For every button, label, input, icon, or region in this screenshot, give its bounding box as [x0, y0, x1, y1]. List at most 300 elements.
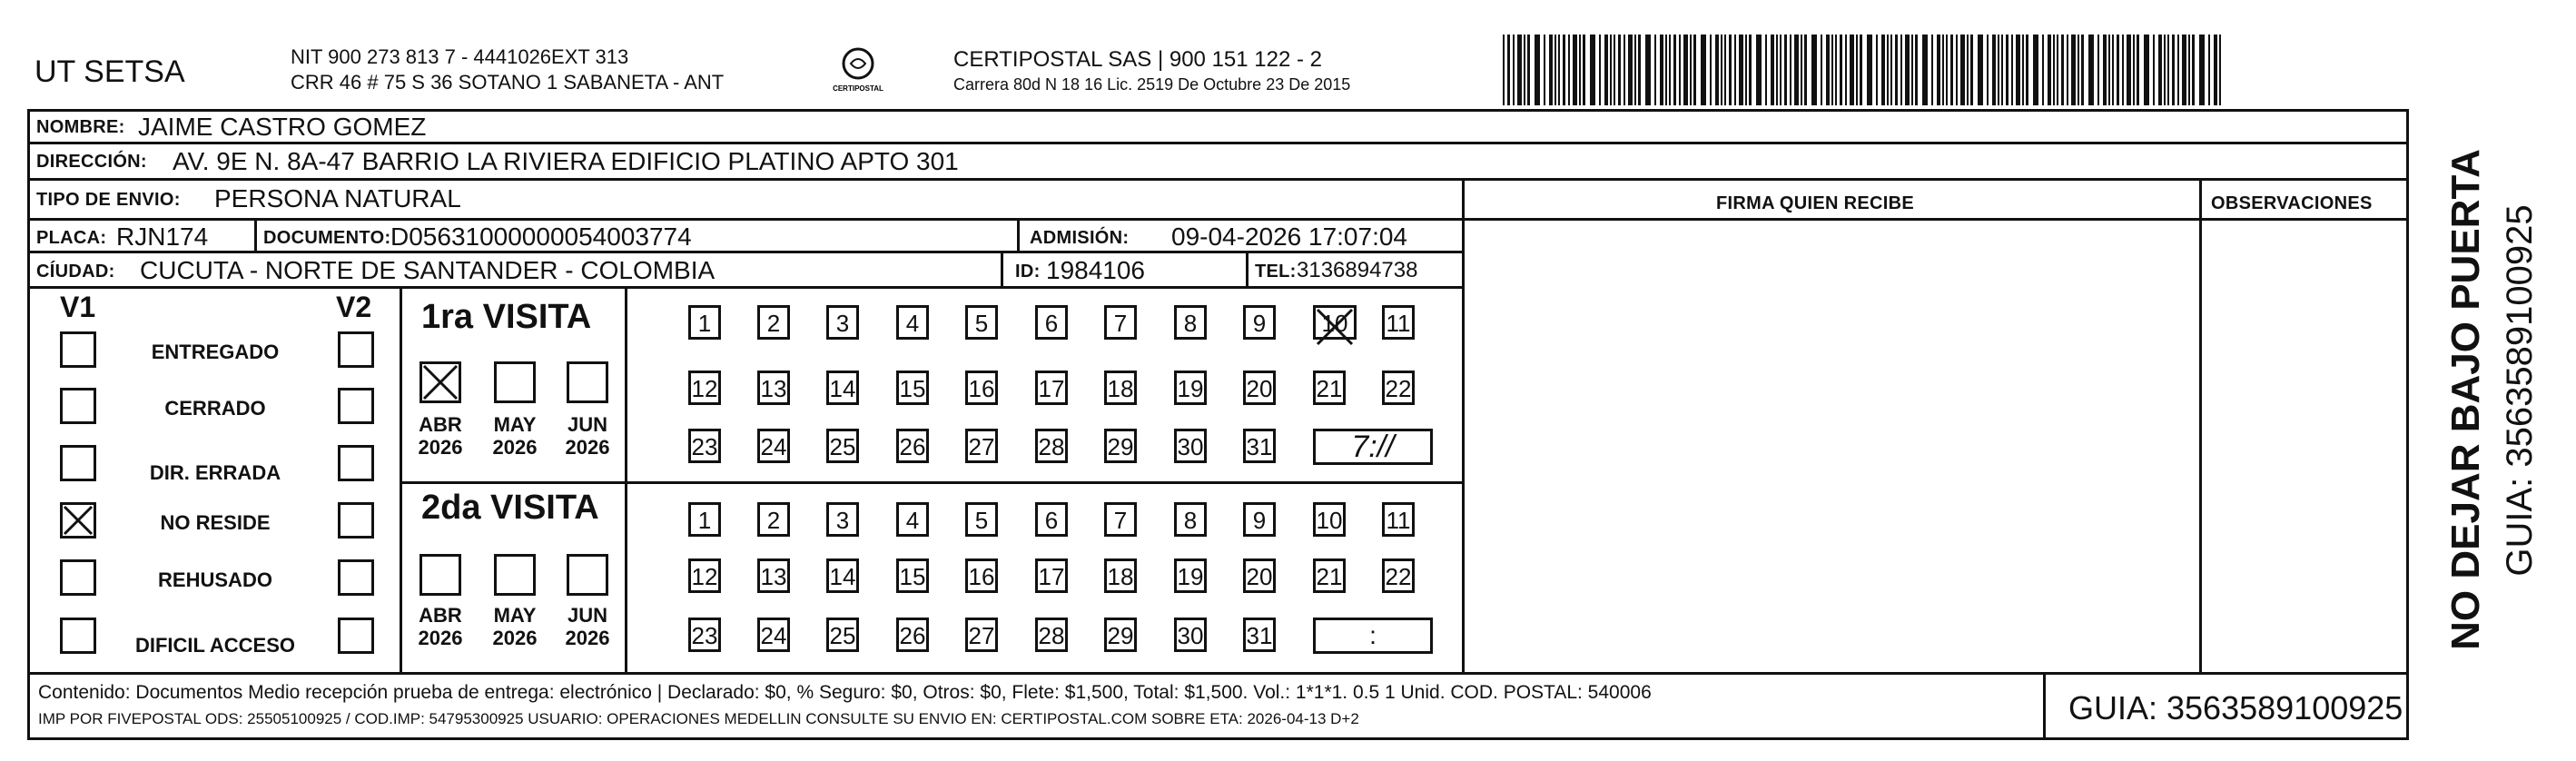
day-box[interactable]	[896, 371, 929, 405]
barcode-bar	[1881, 35, 1885, 105]
day-number: 30	[1177, 622, 1204, 649]
month-year: 2026	[565, 627, 610, 650]
barcode-bar	[2208, 35, 2210, 105]
day-box[interactable]	[965, 305, 998, 340]
day-box[interactable]	[1382, 371, 1415, 405]
day-number: 7	[1113, 310, 1128, 337]
rule	[27, 178, 2408, 181]
month-checkbox[interactable]	[419, 554, 461, 596]
day-number: 5	[974, 507, 989, 534]
day-number: 10	[1316, 507, 1343, 534]
barcode-bar	[1749, 35, 1752, 105]
barcode-bar	[1831, 35, 1833, 105]
barcode-bar	[1673, 35, 1676, 105]
day-number: 21	[1316, 563, 1343, 590]
barcode-bar	[2057, 35, 2058, 105]
barcode-bar	[2112, 35, 2114, 105]
month-checkbox[interactable]	[419, 361, 461, 403]
barcode-bar	[2042, 35, 2044, 105]
day-number: 24	[760, 622, 787, 649]
barcode-bar	[1978, 35, 1983, 105]
v2-checkbox[interactable]	[338, 618, 374, 654]
day-box[interactable]	[1243, 305, 1276, 340]
day-box[interactable]	[1243, 558, 1276, 593]
barcode-bar	[2061, 35, 2064, 105]
barcode-bar	[1915, 35, 1918, 105]
day-number: 28	[1038, 622, 1065, 649]
barcode-bar	[1513, 35, 1515, 105]
rule	[27, 109, 30, 740]
barcode-bar	[1987, 35, 1989, 105]
time-value: 7://	[1351, 430, 1395, 464]
day-number: 13	[760, 375, 787, 402]
barcode-bar	[2108, 35, 2110, 105]
barcode-bar	[1771, 35, 1774, 105]
day-box[interactable]	[826, 502, 859, 537]
day-box[interactable]	[688, 305, 721, 340]
rule	[27, 737, 2408, 740]
rule	[2199, 178, 2202, 675]
rule	[400, 481, 1464, 484]
barcode-bar	[1905, 35, 1910, 105]
day-box[interactable]	[688, 502, 721, 537]
month-name: MAY	[493, 604, 537, 627]
day-box[interactable]	[1174, 618, 1207, 652]
barcode-bar	[1856, 35, 1858, 105]
day-box[interactable]	[757, 558, 790, 593]
barcode-bar	[1568, 35, 1570, 105]
barcode-bar	[1583, 35, 1585, 105]
day-number: 10	[1321, 310, 1348, 337]
day-box[interactable]	[1035, 371, 1068, 405]
barcode-bar	[2172, 35, 2175, 105]
rule	[625, 286, 627, 675]
day-number: 6	[1044, 507, 1059, 534]
barcode-bar	[2078, 35, 2079, 105]
barcode-bar	[1590, 35, 1595, 105]
day-box[interactable]	[1174, 371, 1207, 405]
v2-checkbox[interactable]	[338, 502, 374, 539]
day-number: 29	[1107, 622, 1134, 649]
day-box[interactable]	[1174, 429, 1207, 463]
day-number: 5	[974, 310, 989, 337]
day-number: 8	[1183, 310, 1198, 337]
v2-checkbox[interactable]	[338, 331, 374, 368]
day-number: 26	[899, 433, 926, 460]
barcode-bar	[1669, 35, 1671, 105]
v2-checkbox[interactable]	[338, 388, 374, 424]
day-box[interactable]	[826, 371, 859, 405]
barcode-bar	[1628, 35, 1633, 105]
barcode-bar	[2011, 35, 2013, 105]
barcode-bar	[1517, 35, 1522, 105]
barcode-bar	[2133, 35, 2135, 105]
day-number: 9	[1252, 507, 1267, 534]
barcode-bar	[1527, 35, 1530, 105]
barcode-bar	[1624, 35, 1625, 105]
barcode-bar	[1967, 35, 1969, 105]
barcode-bar	[1610, 35, 1612, 105]
rule	[27, 142, 2408, 144]
month-name: MAY	[493, 413, 537, 436]
barcode-bar	[2026, 35, 2028, 105]
nombre-label: NOMBRE:	[36, 117, 125, 137]
barcode-bar	[1835, 35, 1837, 105]
day-box[interactable]	[826, 618, 859, 652]
day-box[interactable]	[1313, 502, 1346, 537]
day-box[interactable]	[826, 305, 859, 340]
day-number: 3	[835, 507, 850, 534]
barcode-bar	[1765, 35, 1767, 105]
rule	[1001, 251, 1003, 287]
month-label	[488, 413, 542, 460]
barcode-bar	[1638, 35, 1641, 105]
barcode-bar	[1693, 35, 1696, 105]
day-box[interactable]	[965, 618, 998, 652]
day-number: 23	[691, 622, 718, 649]
day-box[interactable]	[757, 429, 790, 463]
visit1-title: 1ra VISITA	[421, 298, 592, 336]
barcode-bar	[1821, 35, 1822, 105]
barcode-bar	[1998, 35, 1999, 105]
day-box[interactable]	[688, 558, 721, 593]
month-checkbox[interactable]	[494, 554, 536, 596]
month-name: ABR	[419, 604, 462, 627]
time-box[interactable]	[1313, 618, 1433, 654]
barcode-bar	[2158, 35, 2162, 105]
day-box[interactable]	[1104, 502, 1137, 537]
barcode-bar	[1931, 35, 1933, 105]
day-box[interactable]	[1035, 429, 1068, 463]
barcode-bar	[1794, 35, 1799, 105]
direccion-value: AV. 9E N. 8A-47 BARRIO LA RIVIERA EDIFICIO PLATINO APTO 301	[173, 147, 959, 175]
placa-value: RJN174	[116, 222, 209, 251]
barcode-bar	[1634, 35, 1636, 105]
day-number: 6	[1044, 310, 1059, 337]
barcode-bar	[1679, 35, 1681, 105]
month-name: JUN	[567, 413, 607, 436]
barcode-bar	[2033, 35, 2038, 105]
barcode-bar	[2001, 35, 2003, 105]
day-box[interactable]	[688, 371, 721, 405]
observaciones-header: OBSERVACIONES	[2211, 193, 2373, 213]
day-number: 12	[691, 563, 718, 590]
barcode-bar	[1665, 35, 1667, 105]
day-box[interactable]	[826, 429, 859, 463]
barcode-icon	[1503, 35, 2225, 105]
day-box[interactable]	[896, 618, 929, 652]
day-number: 1	[697, 507, 712, 534]
rule	[27, 672, 2408, 675]
barcode-bar	[1507, 35, 1510, 105]
barcode-bar	[1850, 35, 1854, 105]
barcode-bar	[1721, 35, 1722, 105]
barcode-bar	[1780, 35, 1781, 105]
barcode-bar	[1734, 35, 1736, 105]
month-year: 2026	[418, 436, 463, 460]
rule	[400, 286, 402, 675]
day-number: 27	[968, 433, 995, 460]
footer-line2: IMP POR FIVEPOSTAL ODS: 25505100925 / COD.IMP: 54795300925 USUARIO: OPERACIONES MEDELLIN CONSULTE SU ENVIO EN: CERTIPOSTAL.COM SOBRE ETA: 2026-04-13 D+2	[38, 710, 1359, 727]
v2-checkbox[interactable]	[338, 559, 374, 596]
v1-checkbox[interactable]	[60, 618, 96, 654]
nit-line: NIT 900 273 813 7 - 4441026EXT 313	[291, 45, 629, 68]
day-box[interactable]	[1035, 558, 1068, 593]
footer-guia: GUIA: 3563589100925	[2068, 689, 2403, 726]
barcode-bar	[1618, 35, 1621, 105]
barcode-bar	[1956, 35, 1958, 105]
day-number: 14	[829, 563, 856, 590]
day-box[interactable]	[965, 502, 998, 537]
barcode-bar	[1660, 35, 1663, 105]
barcode-bar	[1683, 35, 1688, 105]
barcode-bar	[1549, 35, 1553, 105]
v1-checkbox[interactable]	[60, 445, 96, 481]
month-name: ABR	[419, 413, 462, 436]
certipostal-line2: Carrera 80d N 18 16 Lic. 2519 De Octubre 23 De 2015	[953, 75, 1351, 94]
status-label: DIFICIL ACCESO	[134, 634, 295, 657]
day-box[interactable]	[1174, 305, 1207, 340]
day-number: 8	[1183, 507, 1198, 534]
day-number: 12	[691, 375, 718, 402]
day-number: 14	[829, 375, 856, 402]
day-box[interactable]	[965, 558, 998, 593]
day-box[interactable]	[1104, 371, 1137, 405]
day-number: 31	[1246, 622, 1273, 649]
barcode-bar	[1554, 35, 1556, 105]
barcode-bar	[1563, 35, 1565, 105]
barcode-bar	[2067, 35, 2068, 105]
placa-label: PLACA:	[36, 228, 107, 248]
v1-checkbox[interactable]	[60, 331, 96, 368]
status-label: REHUSADO	[158, 568, 272, 591]
day-box[interactable]	[1104, 305, 1137, 340]
nombre-value: JAIME CASTRO GOMEZ	[138, 113, 427, 141]
rule	[1246, 251, 1249, 287]
day-number: 22	[1385, 375, 1412, 402]
barcode-bar	[1887, 35, 1889, 105]
barcode-bar	[2182, 35, 2186, 105]
day-number: 13	[760, 563, 787, 590]
rule	[27, 109, 2408, 112]
month-label	[560, 604, 615, 650]
day-number: 15	[899, 375, 926, 402]
v1-checkbox[interactable]	[60, 388, 96, 424]
v2-checkbox[interactable]	[338, 445, 374, 481]
barcode-bar	[1790, 35, 1791, 105]
barcode-bar	[2167, 35, 2169, 105]
day-box[interactable]	[757, 371, 790, 405]
barcode-bar	[1599, 35, 1601, 105]
day-box[interactable]	[1313, 371, 1346, 405]
day-number: 16	[968, 563, 995, 590]
day-box[interactable]	[896, 502, 929, 537]
barcode	[1503, 35, 2225, 105]
day-box[interactable]	[1243, 502, 1276, 537]
barcode-bar	[1960, 35, 1965, 105]
barcode-bar	[2088, 35, 2094, 105]
firma-header: FIRMA QUIEN RECIBE	[1716, 193, 1914, 213]
day-box[interactable]	[1382, 502, 1415, 537]
barcode-bar	[1840, 35, 1842, 105]
day-number: 4	[905, 310, 920, 337]
month-year: 2026	[418, 627, 463, 650]
day-number: 27	[968, 622, 995, 649]
day-box[interactable]	[1104, 558, 1137, 593]
day-number: 24	[760, 433, 787, 460]
time-box[interactable]	[1313, 429, 1433, 465]
month-year: 2026	[492, 436, 538, 460]
day-number: 7	[1113, 507, 1128, 534]
month-label	[488, 604, 542, 650]
day-box[interactable]	[896, 558, 929, 593]
documento-label: DOCUMENTO:	[263, 228, 391, 248]
day-box[interactable]	[965, 371, 998, 405]
v2-header: V2	[336, 291, 372, 323]
day-number: 9	[1252, 310, 1267, 337]
day-box[interactable]	[896, 429, 929, 463]
check-x-icon	[422, 364, 459, 400]
day-box[interactable]	[1104, 429, 1137, 463]
day-box[interactable]	[757, 502, 790, 537]
day-box[interactable]	[757, 618, 790, 652]
barcode-bar	[2199, 35, 2205, 105]
admision-label: ADMISIÓN:	[1030, 228, 1130, 248]
barcode-bar	[2081, 35, 2084, 105]
barcode-bar	[1604, 35, 1608, 105]
day-box[interactable]	[688, 429, 721, 463]
barcode-bar	[1654, 35, 1656, 105]
ciudad-label: CÍUDAD:	[36, 262, 115, 282]
day-box[interactable]	[1313, 305, 1357, 340]
barcode-bar	[2137, 35, 2139, 105]
barcode-bar	[2022, 35, 2024, 105]
month-checkbox[interactable]	[494, 361, 536, 403]
month-checkbox[interactable]	[567, 361, 608, 403]
logo-text: CERTIPOSTAL	[833, 84, 883, 93]
day-box[interactable]	[1174, 502, 1207, 537]
check-x-icon	[63, 505, 94, 536]
barcode-bar	[1826, 35, 1830, 105]
day-number: 25	[829, 433, 856, 460]
ciudad-value: CUCUTA - NORTE DE SANTANDER - COLOMBIA	[140, 256, 716, 284]
month-name: JUN	[567, 604, 607, 627]
tipo-label: TIPO DE ENVIO:	[36, 190, 181, 210]
barcode-bar	[1579, 35, 1581, 105]
barcode-bar	[1876, 35, 1878, 105]
status-label: CERRADO	[164, 397, 266, 420]
certipostal-logo	[831, 44, 885, 98]
day-box[interactable]	[896, 305, 929, 340]
day-number: 17	[1038, 375, 1065, 402]
barcode-bar	[1895, 35, 1898, 105]
day-number: 17	[1038, 563, 1065, 590]
barcode-bar	[2103, 35, 2107, 105]
day-box[interactable]	[1313, 558, 1346, 593]
rule	[27, 218, 2408, 221]
visit2-title: 2da VISITA	[421, 489, 599, 527]
barcode-bar	[2144, 35, 2149, 105]
barcode-bar	[1890, 35, 1892, 105]
barcode-bar	[1900, 35, 1902, 105]
day-box[interactable]	[1035, 618, 1068, 652]
barcode-bar	[1724, 35, 1726, 105]
day-number: 23	[691, 433, 718, 460]
day-number: 15	[899, 563, 926, 590]
day-number: 31	[1246, 433, 1273, 460]
day-box[interactable]	[1174, 558, 1207, 593]
day-number: 2	[766, 310, 781, 337]
barcode-bar	[1715, 35, 1719, 105]
side-guia: GUIA: 3563589100925	[2500, 204, 2540, 577]
day-number: 30	[1177, 433, 1204, 460]
logo-icon	[831, 44, 885, 98]
barcode-bar	[1860, 35, 1862, 105]
day-box[interactable]	[688, 618, 721, 652]
admision-value: 09-04-2026 17:07:04	[1171, 222, 1407, 251]
rule	[254, 218, 257, 252]
barcode-bar	[1503, 35, 1505, 105]
rule	[1462, 178, 1465, 675]
day-number: 20	[1246, 563, 1273, 590]
barcode-bar	[2117, 35, 2119, 105]
documento-value: D05631000000054003774	[390, 222, 692, 251]
barcode-bar	[1811, 35, 1817, 105]
barcode-bar	[1970, 35, 1973, 105]
day-number: 29	[1107, 433, 1134, 460]
barcode-bar	[1535, 35, 1540, 105]
day-box[interactable]	[1243, 371, 1276, 405]
day-number: 3	[835, 310, 850, 337]
day-box[interactable]	[1382, 305, 1415, 340]
day-box[interactable]	[1035, 305, 1068, 340]
day-box[interactable]	[1382, 558, 1415, 593]
day-number: 2	[766, 507, 781, 534]
tel-label: TEL:	[1255, 262, 1297, 282]
v1-checkbox[interactable]	[60, 559, 96, 596]
barcode-bar	[1739, 35, 1743, 105]
barcode-bar	[1745, 35, 1747, 105]
day-box[interactable]	[965, 429, 998, 463]
day-number: 28	[1038, 433, 1065, 460]
barcode-bar	[2097, 35, 2099, 105]
barcode-bar	[1710, 35, 1712, 105]
barcode-bar	[1544, 35, 1545, 105]
barcode-bar	[1804, 35, 1807, 105]
barcode-bar	[1690, 35, 1692, 105]
day-box[interactable]	[1104, 618, 1137, 652]
day-number: 26	[899, 622, 926, 649]
month-year: 2026	[492, 627, 538, 650]
barcode-bar	[2016, 35, 2020, 105]
day-box[interactable]	[826, 558, 859, 593]
month-checkbox[interactable]	[567, 554, 608, 596]
day-number: 22	[1385, 563, 1412, 590]
time-value: :	[1369, 621, 1377, 649]
barcode-bar	[1614, 35, 1615, 105]
month-label	[560, 413, 615, 460]
day-box[interactable]	[1243, 618, 1276, 652]
tipo-value: PERSONA NATURAL	[214, 184, 461, 212]
v1-checkbox[interactable]	[60, 502, 96, 539]
day-box[interactable]	[1035, 502, 1068, 537]
day-number: 11	[1386, 310, 1411, 337]
day-box[interactable]	[757, 305, 790, 340]
day-box[interactable]	[1243, 429, 1276, 463]
day-number: 19	[1177, 563, 1204, 590]
barcode-bar	[1701, 35, 1706, 105]
certipostal-line1: CERTIPOSTAL SAS | 900 151 122 - 2	[953, 47, 1322, 72]
